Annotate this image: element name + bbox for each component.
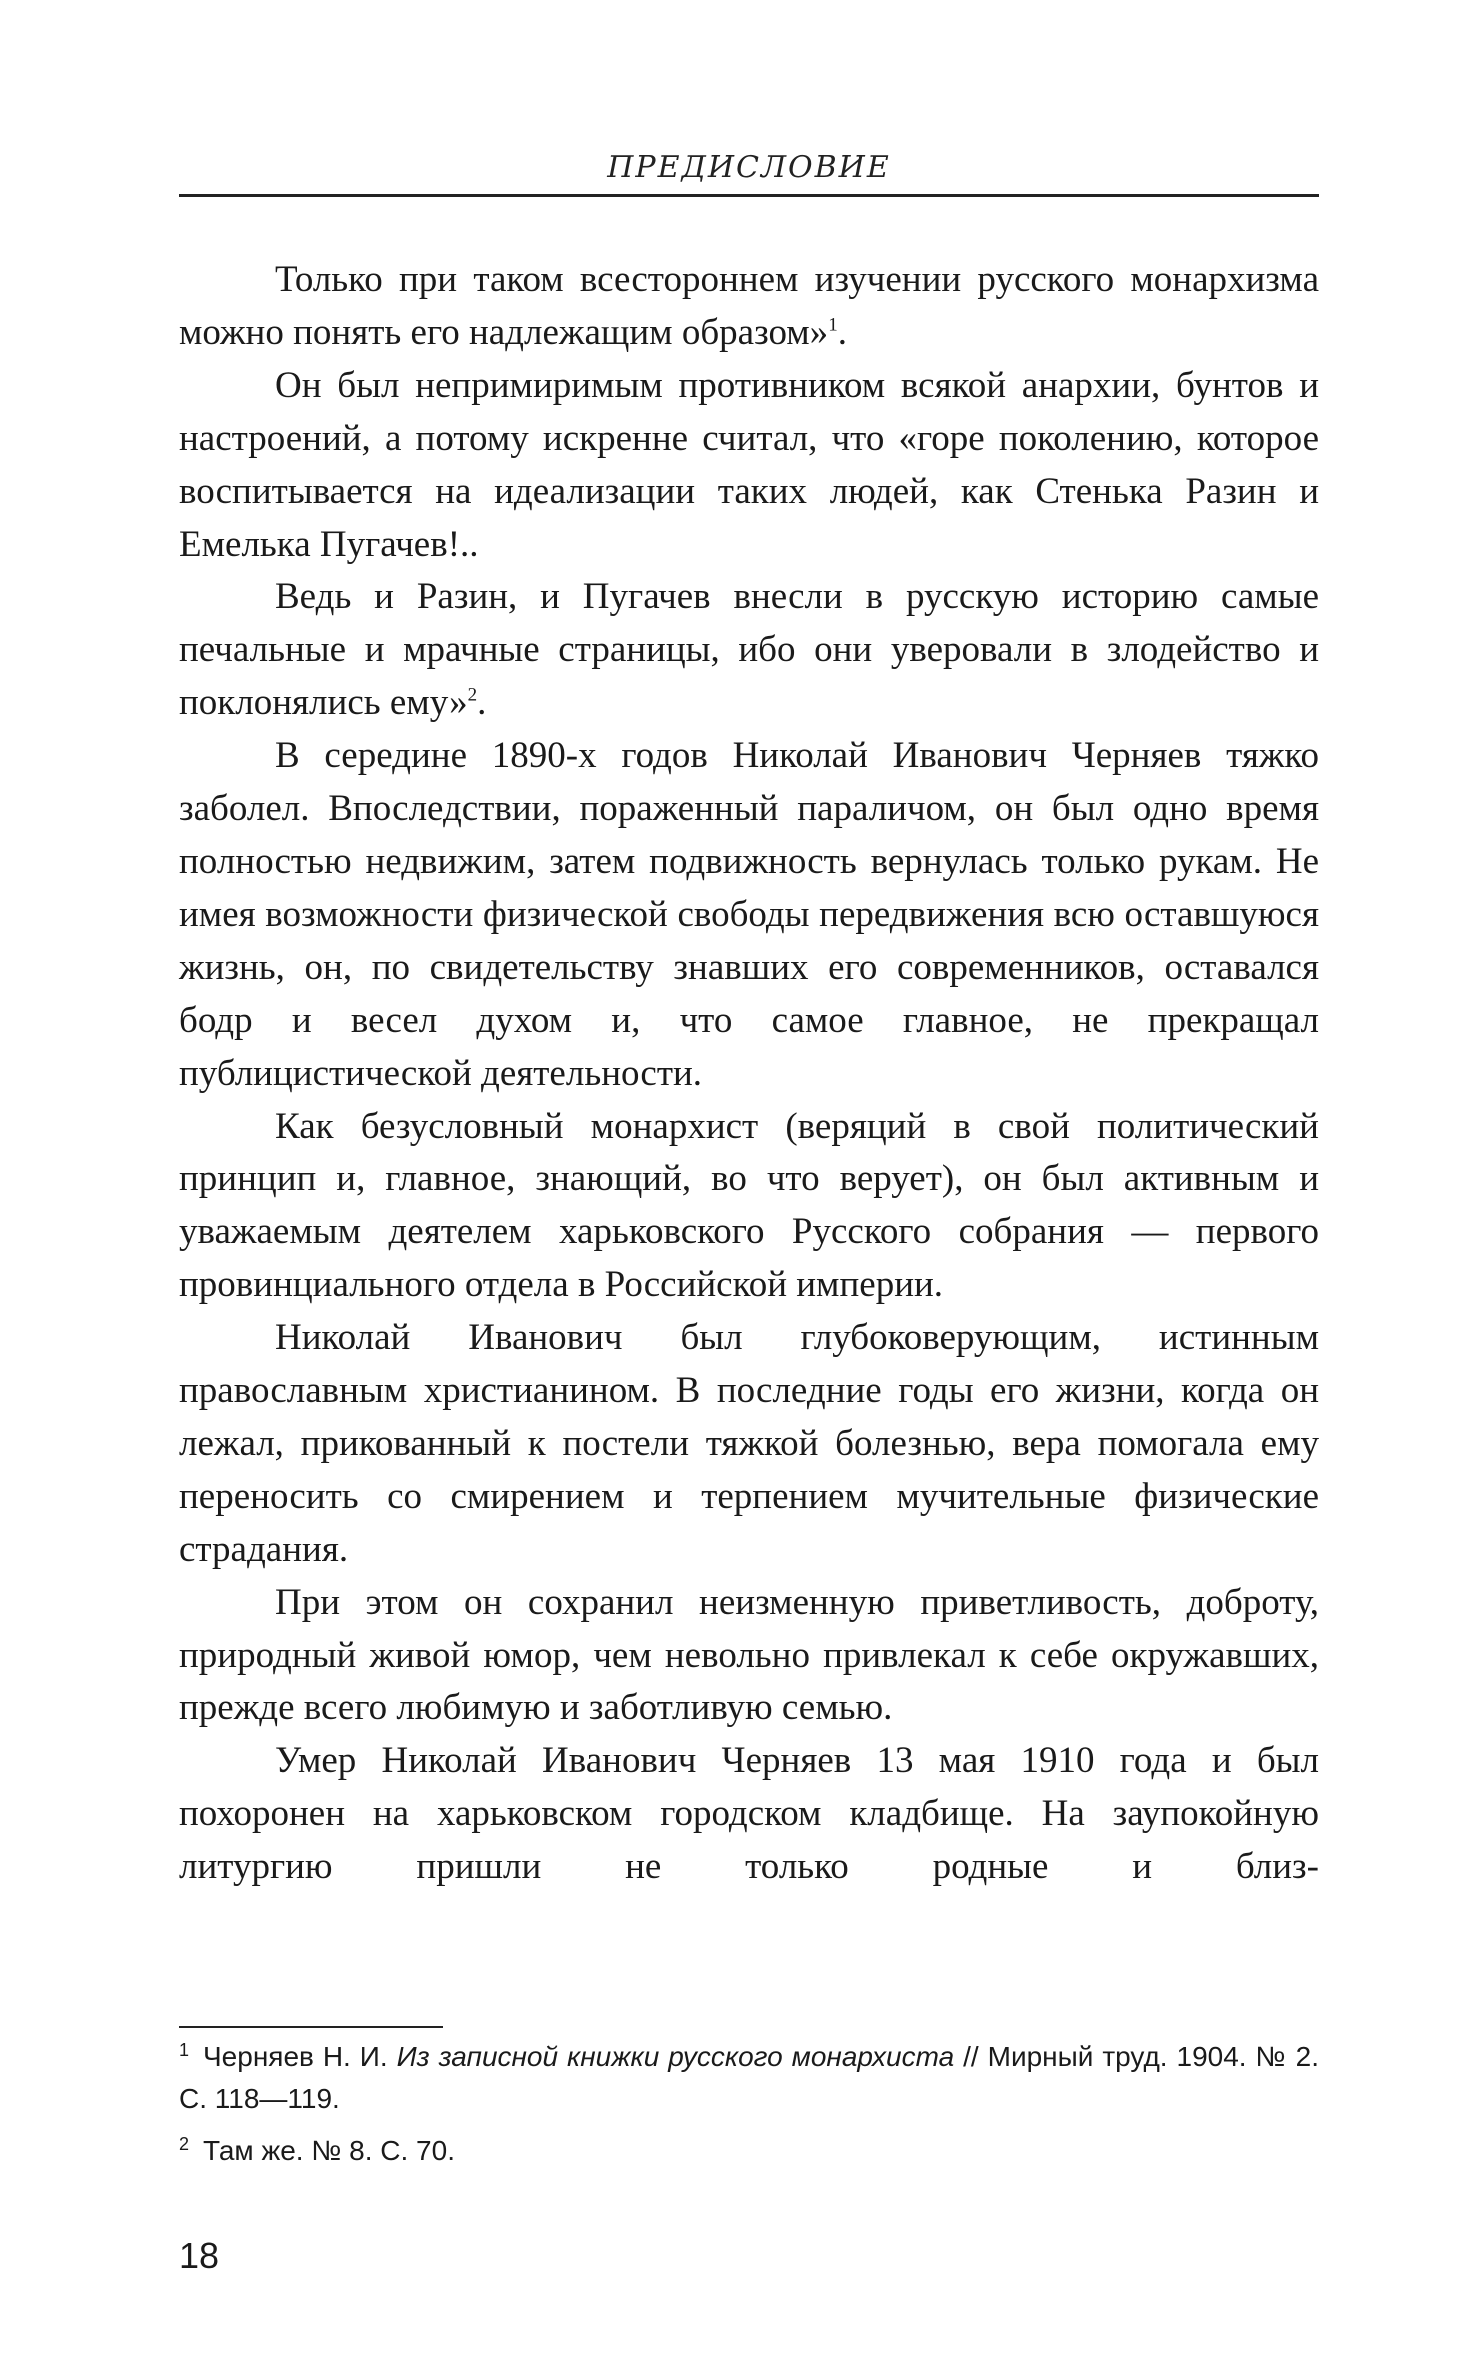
paragraph: Ведь и Разин, и Пугачев внесли в русскую историю самые печальные и мрачные страницы, ибо они уверовали в злодейство и поклонялись ему»$^2$.: [179, 576, 1319, 724]
footnote-mark: 2: [179, 2133, 190, 2154]
footnote-rule: [179, 2026, 443, 2028]
paragraph: При этом он сохранил неизменную приветливость, доброту, природный живой юмор, чем невольно привлекал к себе окружавших, прежде всего любимую и заботливую семью.: [179, 1581, 1319, 1729]
running-head: ПРЕДИСЛОВИЕ: [607, 150, 891, 185]
paragraph: Он был непримиримым противником всякой анархии, бунтов и настроений, а потому искренне считал, что «горе поколению, которое воспитывается на идеализации таких людей, как Стенька Разин и Емелька Пугачев!..: [179, 364, 1319, 565]
paragraph: Умер Николай Иванович Черняев 13 мая 1910 года и был похоронен на харьковском городском кладбище. На заупокойную литургию пришли не только родные и близ-: [179, 1740, 1319, 1888]
body-text: [179, 254, 1319, 1894]
page-number: 18: [179, 2235, 220, 2276]
footnote-ref: 2: [467, 684, 478, 706]
footnote-mark: 1: [179, 2039, 190, 2060]
paragraph: В середине 1890-х годов Николай Иванович Черняев тяжко заболел. Впоследствии, пораженный параличом, он был одно время полностью недвижим, затем подвижность вернулась только рукам. Не имея возможности физической свободы передвижения всю оставшуюся жизнь, он, по свидетельству знавших его современников, оставался бодр и весел духом и, что самое главное, не прекращал публицистической деятельности.: [179, 735, 1319, 1094]
header-rule: [179, 194, 1319, 197]
paragraph: Только при таком всестороннем изучении русского монархизма можно понять его надлежащим образом»$^1$.: [179, 259, 1319, 353]
footnote-2: $^2$ Там же. № 8. С. 70.: [179, 2133, 455, 2166]
book-page: [179, 0, 1319, 2362]
footnote-ref: 1: [828, 314, 838, 336]
footnotes: [179, 2036, 1319, 2182]
paragraph: Николай Иванович был глубоковерующим, истинным православным христианином. В последние годы его жизни, когда он лежал, прикованный к постели тяжкой болезнью, вера помогала ему переносить со смирением и терпением мучительные физические страдания.: [179, 1317, 1319, 1570]
paragraph: Как безусловный монархист (веряций в свой политический принцип и, главное, знающий, во что верует), он был активным и уважаемым деятелем харьковского Русского собрания — первого провинциального отдела в Российской империи.: [179, 1105, 1319, 1306]
footnote-1: $^1$ Черняев Н. И. Из записной книжки русского монархиста // Мирный труд. 1904. № 2. С. 118—119.: [179, 2039, 1319, 2114]
